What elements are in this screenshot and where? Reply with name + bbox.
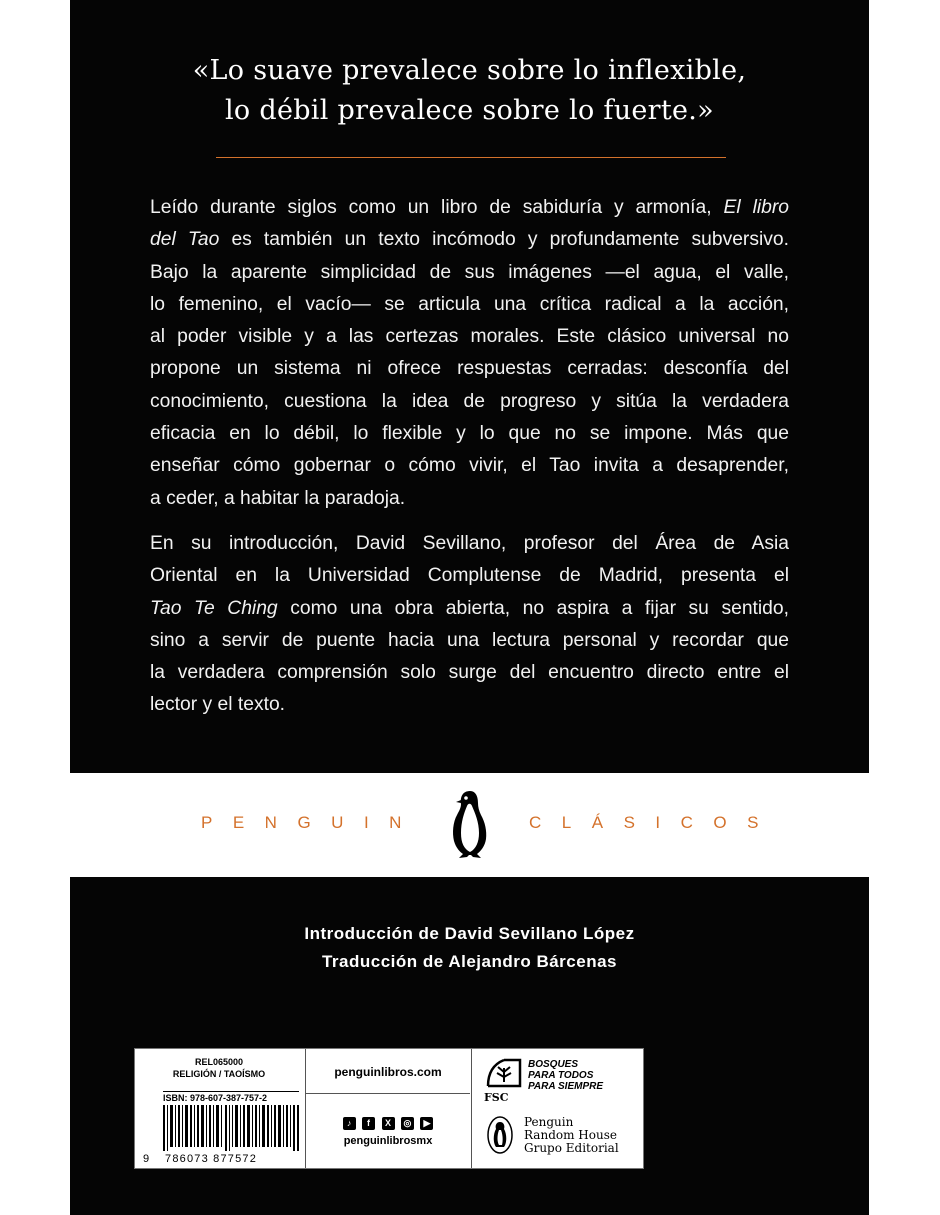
series-label-clasicos: CLÁSICOS — [529, 813, 779, 832]
fsc-slogan-line: PARA SIEMPRE — [528, 1081, 604, 1092]
series-band — [70, 773, 869, 877]
fsc-slogan-line: BOSQUES — [528, 1059, 579, 1070]
social-handle: penguinlibrosmx — [343, 1135, 433, 1147]
translation-credit: Traducción de Alejandro Bárcenas — [321, 952, 617, 971]
logos-section — [471, 1049, 644, 1168]
bisac-code: REL065000 — [194, 1057, 244, 1067]
book-back-cover — [70, 0, 869, 1215]
barcode-number: 786073 877572 — [165, 1153, 258, 1165]
synopsis-line: lo femenino, el vacío— se articula una crítica radical a la acción, — [150, 293, 789, 315]
synopsis-line: al poder visible y a las certezas morales. Este clásico universal no — [150, 326, 789, 348]
barcode-icon — [163, 1105, 299, 1151]
synopsis-line: propone un sistema ni ofrece respuestas cerradas: desconfía del — [150, 358, 789, 380]
instagram-icon: ◎ — [401, 1117, 414, 1130]
bottom-panel — [70, 877, 869, 1215]
synopsis-paragraph — [150, 192, 789, 515]
penguin-random-house-logo-icon — [486, 1115, 514, 1155]
barcode-first-digit: 9 — [143, 1153, 151, 1165]
publisher-line: Penguin — [524, 1115, 574, 1129]
introduction-line: Tao Te Ching como una obra abierta, no aspira a fijar su sentido, — [150, 597, 789, 619]
quote-line-2: lo débil prevalece sobre lo fuerte.» — [224, 95, 715, 126]
synopsis-line: Leído durante siglos como un libro de sabiduría y armonía, El libro — [150, 197, 789, 218]
introduction-line: En su introducción, David Sevillano, profesor del Área de Asia — [150, 533, 789, 554]
quote-line-1: «Lo suave prevalece sobre lo inflexible, — [192, 55, 747, 86]
series-label-penguin: PENGUIN — [201, 813, 422, 832]
publisher-line: Random House — [524, 1128, 617, 1142]
fsc-tree-icon — [484, 1056, 524, 1090]
publisher-name — [524, 1116, 619, 1155]
website-link: penguinlibros.com — [334, 1065, 442, 1079]
fsc-slogan-line: PARA TODOS — [528, 1070, 594, 1081]
introduction-line: la verdadera comprensión solo surge del encuentro directo entre el — [150, 662, 789, 684]
fsc-label: FSC — [484, 1091, 509, 1104]
section-divider — [306, 1093, 470, 1094]
synopsis-line: eficacia en lo débil, lo flexible y lo que no se impone. Más que — [150, 423, 789, 445]
synopsis-line: a ceder, a habitar la paradoja. — [150, 487, 406, 509]
web-section — [305, 1049, 470, 1168]
fsc-slogan — [528, 1059, 603, 1092]
social-icons — [306, 1113, 470, 1131]
publisher-line: Grupo Editorial — [524, 1141, 619, 1155]
penguin-logo-icon — [450, 789, 490, 861]
introduction-line: lector y el texto. — [150, 694, 286, 716]
synopsis-line: enseñar cómo gobernar o cómo vivir, el Tao invita a desaprender, — [150, 455, 789, 477]
synopsis-line: Bajo la aparente simplicidad de sus imágenes —el agua, el valle, — [150, 261, 789, 283]
isbn-section — [135, 1049, 303, 1168]
introduction-paragraph — [150, 528, 789, 722]
tiktok-icon: ♪ — [343, 1117, 356, 1130]
publisher-info-box — [134, 1048, 644, 1169]
introduction-line: Oriental en la Universidad Complutense de Madrid, presenta el — [150, 565, 789, 587]
introduction-credit: Introducción de David Sevillano López — [304, 924, 635, 943]
introduction-line: sino a servir de puente hacia una lectura personal y recordar que — [150, 629, 789, 651]
quote-divider — [216, 157, 726, 158]
synopsis-line: del Tao es también un texto incómodo y profundamente subversivo. — [150, 229, 789, 251]
x-icon: X — [382, 1117, 395, 1130]
synopsis-line: conocimiento, cuestiona la idea de progreso y sitúa la verdadera — [150, 390, 789, 412]
bisac-category: RELIGIÓN / TAOÍSMO — [172, 1069, 266, 1079]
youtube-icon: ▶ — [420, 1117, 433, 1130]
facebook-icon: f — [362, 1117, 375, 1130]
top-panel — [70, 0, 869, 773]
isbn-label: ISBN: 978-607-387-757-2 — [163, 1091, 299, 1103]
